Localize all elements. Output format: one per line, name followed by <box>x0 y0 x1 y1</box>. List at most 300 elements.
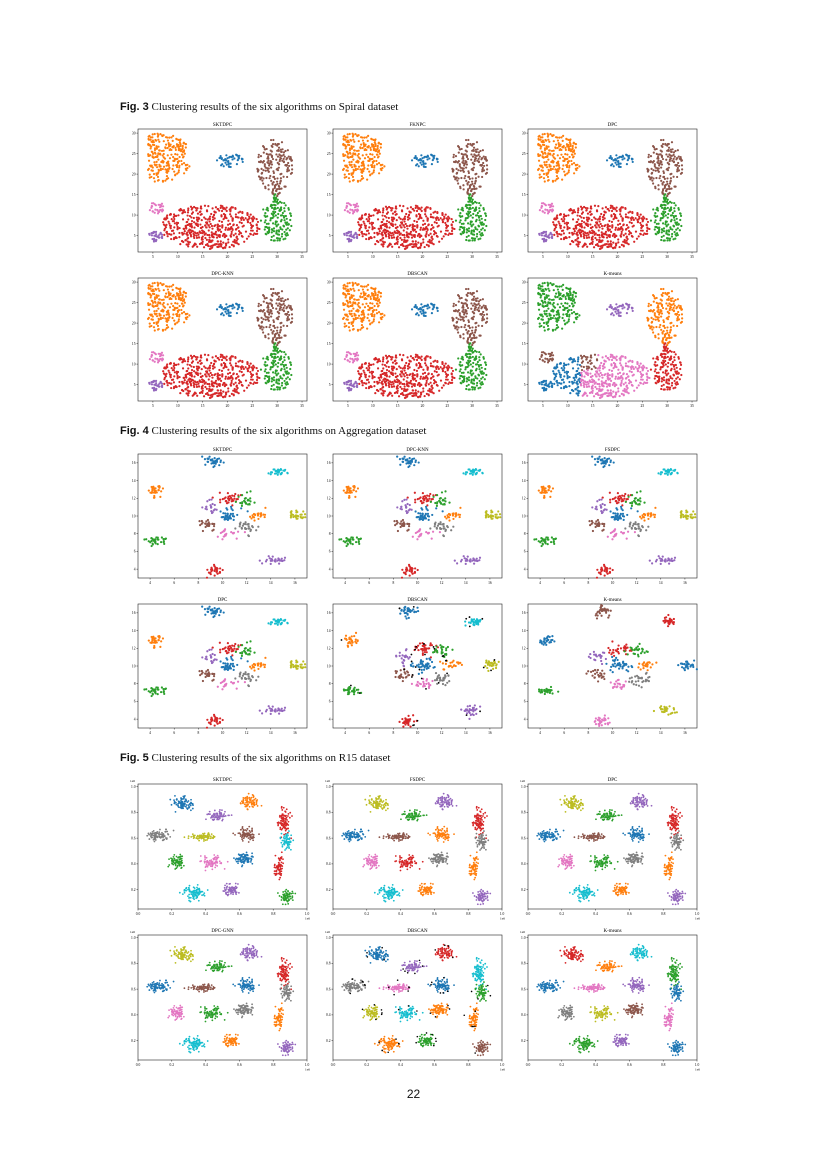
scatter-point <box>408 211 410 213</box>
scatter-point <box>373 232 375 234</box>
x-tick-label: 20 <box>225 404 230 408</box>
scatter-point <box>359 168 361 170</box>
scatter-point <box>549 133 551 135</box>
scatter-point <box>157 361 159 363</box>
scatter-point <box>191 220 193 222</box>
scatter-point <box>269 162 271 164</box>
scatter-point <box>348 231 350 233</box>
scatter-point <box>471 225 473 227</box>
scatter-point <box>589 243 591 245</box>
scatter-point <box>179 243 181 245</box>
scatter-point <box>474 208 476 210</box>
scatter-point <box>271 155 273 157</box>
scatter-point <box>651 180 653 182</box>
scatter-point <box>272 211 274 213</box>
scatter-point <box>620 166 622 168</box>
scatter-point <box>667 213 669 215</box>
scatter-point <box>160 317 162 319</box>
scatter-point <box>673 210 675 212</box>
scatter-point <box>571 163 573 165</box>
scatter-point <box>184 292 186 294</box>
scatter-point <box>175 298 177 300</box>
scatter-point <box>581 208 583 210</box>
scatter-point <box>272 371 274 373</box>
scatter-point <box>371 138 373 140</box>
scatter-point <box>610 231 612 233</box>
scatter-point <box>173 226 175 228</box>
x-tick-label: 10 <box>370 255 375 259</box>
y-tick-label: 20 <box>131 321 136 326</box>
scatter-point <box>559 226 561 228</box>
scatter-point <box>196 386 198 388</box>
scatter-point <box>170 233 172 235</box>
scatter-point <box>415 205 417 207</box>
scatter-point <box>283 351 285 353</box>
scatter-point <box>577 218 579 220</box>
scatter-point <box>281 382 283 384</box>
scatter-point <box>208 234 210 236</box>
scatter-point <box>268 188 270 190</box>
scatter-point <box>220 231 222 233</box>
scatter-point <box>583 244 585 246</box>
scatter-point <box>549 209 551 211</box>
scatter-point <box>163 229 165 231</box>
scatter-point <box>474 188 476 190</box>
scatter-point <box>204 224 206 226</box>
scatter-point <box>286 165 288 167</box>
scatter-point <box>558 165 560 167</box>
scatter-point <box>669 208 671 210</box>
scatter-point <box>664 186 666 188</box>
scatter-point <box>382 211 384 213</box>
scatter-point <box>287 234 289 236</box>
scatter-point <box>402 245 404 247</box>
scatter-point <box>574 230 576 232</box>
scatter-point <box>197 383 199 385</box>
scatter-point <box>410 206 412 208</box>
scatter-point <box>220 394 222 396</box>
scatter-point <box>655 219 657 221</box>
scatter-point <box>289 158 291 160</box>
scatter-point <box>265 219 267 221</box>
scatter-point <box>373 227 375 229</box>
scatter-point <box>249 222 251 224</box>
scatter-point <box>447 230 449 232</box>
scatter-point <box>642 234 644 236</box>
scatter-point <box>658 164 660 166</box>
scatter-point <box>190 206 192 208</box>
scatter-plot <box>120 267 311 413</box>
scatter-point <box>663 194 665 196</box>
scatter-point <box>250 382 252 384</box>
scatter-point <box>619 213 621 215</box>
x-tick-label: 5 <box>152 404 154 408</box>
scatter-point <box>541 205 543 207</box>
scatter-point <box>560 233 562 235</box>
scatter-point <box>189 225 191 227</box>
scatter-point <box>404 245 406 247</box>
scatter-point <box>227 238 229 240</box>
scatter-point <box>242 217 244 219</box>
scatter-point <box>283 334 285 336</box>
scatter-point <box>220 389 222 391</box>
scatter-point <box>275 184 277 186</box>
scatter-point <box>187 394 189 396</box>
scatter-point <box>187 237 189 239</box>
scatter-point <box>148 139 150 141</box>
scatter-point <box>666 230 668 232</box>
scatter-point <box>208 220 210 222</box>
scatter-point <box>264 370 266 372</box>
scatter-point <box>171 328 173 330</box>
scatter-point <box>367 135 369 137</box>
y-tick-label: 20 <box>131 172 136 177</box>
scatter-point <box>154 361 156 363</box>
scatter-point <box>642 225 644 227</box>
scatter-point <box>442 221 444 223</box>
scatter-point <box>267 209 269 211</box>
scatter-point <box>627 159 629 161</box>
scatter-point <box>676 157 678 159</box>
scatter-point <box>260 168 262 170</box>
scatter-point <box>184 302 186 304</box>
y-tick-label: 30 <box>326 280 331 285</box>
scatter-point <box>193 227 195 229</box>
scatter-point <box>381 214 383 216</box>
scatter-point <box>470 196 472 198</box>
scatter-point <box>565 149 567 151</box>
scatter-point <box>351 209 353 211</box>
scatter-point <box>264 148 266 150</box>
scatter-point <box>185 317 187 319</box>
scatter-point <box>373 314 375 316</box>
scatter-point <box>550 168 552 170</box>
scatter-point <box>662 158 664 160</box>
scatter-point <box>231 206 233 208</box>
scatter-point <box>277 366 279 368</box>
scatter-point <box>551 203 553 205</box>
scatter-point <box>568 165 570 167</box>
scatter-point <box>267 160 269 162</box>
scatter-point <box>283 359 285 361</box>
scatter-point <box>155 172 157 174</box>
scatter-point <box>191 208 193 210</box>
scatter-point <box>243 390 245 392</box>
scatter-point <box>158 290 160 292</box>
scatter-point <box>557 139 559 141</box>
scatter-point <box>162 180 164 182</box>
scatter-point <box>437 161 439 163</box>
scatter-point <box>560 238 562 240</box>
scatter-point <box>365 303 367 305</box>
scatter-point <box>555 171 557 173</box>
scatter-point <box>369 296 371 298</box>
scatter-point <box>447 225 449 227</box>
scatter-point <box>455 160 457 162</box>
scatter-point <box>424 213 426 215</box>
scatter-point <box>415 231 417 233</box>
scatter-point <box>396 213 398 215</box>
scatter-point <box>646 233 648 235</box>
scatter-point <box>431 154 433 156</box>
scatter-point <box>187 379 189 381</box>
scatter-point <box>156 209 158 211</box>
scatter-point <box>673 207 675 209</box>
scatter-point <box>549 153 551 155</box>
scatter-point <box>610 245 612 247</box>
scatter-point <box>483 165 485 167</box>
scatter-point <box>368 145 370 147</box>
scatter-point <box>598 229 600 231</box>
scatter-point <box>466 163 468 165</box>
scatter-point <box>593 246 595 248</box>
scatter-point <box>546 166 548 168</box>
scatter-point <box>207 394 209 396</box>
scatter-point <box>367 156 369 158</box>
scatter-point <box>484 212 486 214</box>
scatter-point <box>183 321 185 323</box>
scatter-point <box>455 220 457 222</box>
scatter-point <box>163 378 165 380</box>
scatter-point <box>201 362 203 364</box>
scatter-point <box>475 149 477 151</box>
scatter-point <box>553 140 555 142</box>
scatter-point <box>406 228 408 230</box>
scatter-point <box>211 225 213 227</box>
scatter-point <box>396 229 398 231</box>
scatter-point <box>217 224 219 226</box>
scatter-point <box>155 382 157 384</box>
scatter-point <box>286 314 288 316</box>
scatter-point <box>148 309 150 311</box>
scatter-point <box>567 161 569 163</box>
scatter-point <box>557 161 559 163</box>
scatter-point <box>485 215 487 217</box>
scatter-point <box>352 159 354 161</box>
scatter-point <box>199 243 201 245</box>
scatter-point <box>368 220 370 222</box>
scatter-point <box>181 312 183 314</box>
scatter-point <box>271 304 273 306</box>
scatter-point <box>372 222 374 224</box>
scatter-point <box>161 283 163 285</box>
scatter-point <box>158 179 160 181</box>
scatter-point <box>178 169 180 171</box>
scatter-point <box>268 230 270 232</box>
scatter-point <box>352 235 354 237</box>
scatter-point <box>543 161 545 163</box>
scatter-point <box>419 229 421 231</box>
scatter-point <box>158 328 160 330</box>
scatter-point <box>358 289 360 291</box>
scatter-point <box>539 174 541 176</box>
scatter-point <box>174 153 176 155</box>
scatter-point <box>167 310 169 312</box>
scatter-point <box>159 298 161 300</box>
scatter-point <box>275 220 277 222</box>
scatter-point <box>465 205 467 207</box>
scatter-point <box>677 224 679 226</box>
scatter-point <box>172 140 174 142</box>
scatter-point <box>580 235 582 237</box>
scatter-point <box>422 238 424 240</box>
scatter-point <box>289 307 291 309</box>
scatter-point <box>195 384 197 386</box>
scatter-point <box>185 376 187 378</box>
scatter-point <box>611 221 613 223</box>
scatter-point <box>637 221 639 223</box>
scatter-point <box>563 226 565 228</box>
scatter-point <box>245 217 247 219</box>
scatter-point <box>262 177 264 179</box>
scatter-point <box>624 239 626 241</box>
scatter-point <box>197 367 199 369</box>
scatter-point <box>385 206 387 208</box>
scatter-point <box>661 229 663 231</box>
scatter-point <box>418 213 420 215</box>
scatter-point <box>348 290 350 292</box>
scatter-point <box>173 309 175 311</box>
scatter-point <box>349 149 351 151</box>
scatter-point <box>256 373 258 375</box>
scatter-point <box>445 214 447 216</box>
scatter-point <box>566 138 568 140</box>
scatter-point <box>274 292 276 294</box>
scatter-point <box>547 139 549 141</box>
scatter-point <box>284 382 286 384</box>
scatter-point <box>204 234 206 236</box>
scatter-point <box>264 186 266 188</box>
scatter-point <box>426 156 428 158</box>
scatter-point <box>573 142 575 144</box>
scatter-point <box>238 379 240 381</box>
scatter-point <box>670 180 672 182</box>
scatter-point <box>399 237 401 239</box>
scatter-point <box>158 204 160 206</box>
scatter-point <box>472 207 474 209</box>
scatter-point <box>417 208 419 210</box>
scatter-point <box>592 236 594 238</box>
scatter-point <box>542 202 544 204</box>
scatter-point <box>184 230 186 232</box>
scatter-point <box>413 210 415 212</box>
scatter-point <box>288 314 290 316</box>
scatter-point <box>562 140 564 142</box>
scatter-point <box>284 305 286 307</box>
scatter-point <box>377 145 379 147</box>
scatter-point <box>171 379 173 381</box>
scatter-point <box>380 227 382 229</box>
scatter-point <box>203 246 205 248</box>
scatter-point <box>267 154 269 156</box>
scatter-point <box>204 205 206 207</box>
scatter-point <box>281 219 283 221</box>
scatter-point <box>237 387 239 389</box>
scatter-point <box>279 239 281 241</box>
scatter-point <box>285 204 287 206</box>
scatter-point <box>217 373 219 375</box>
scatter-point <box>173 381 175 383</box>
scatter-point <box>290 364 292 366</box>
scatter-point <box>381 221 383 223</box>
scatter-point <box>173 367 175 369</box>
scatter-point <box>568 232 570 234</box>
y-tick-label: 5 <box>133 382 136 387</box>
scatter-point <box>622 241 624 243</box>
scatter-point <box>290 173 292 175</box>
scatter-point <box>169 306 171 308</box>
scatter-point <box>416 157 418 159</box>
scatter-point <box>190 235 192 237</box>
scatter-point <box>178 314 180 316</box>
scatter-point <box>187 245 189 247</box>
scatter-point <box>183 155 185 157</box>
scatter-point <box>381 231 383 233</box>
scatter-point <box>273 207 275 209</box>
scatter-point <box>261 321 263 323</box>
scatter-point <box>344 174 346 176</box>
scatter-point <box>596 221 598 223</box>
scatter-point <box>611 210 613 212</box>
scatter-point <box>484 158 486 160</box>
scatter-point <box>418 233 420 235</box>
scatter-point <box>617 241 619 243</box>
scatter-point <box>252 219 254 221</box>
scatter-point <box>369 302 371 304</box>
scatter-point <box>186 214 188 216</box>
scatter-point <box>209 248 211 250</box>
scatter-point <box>287 224 289 226</box>
scatter-point <box>552 168 554 170</box>
scatter-point <box>245 380 247 382</box>
scatter-point <box>274 335 276 337</box>
scatter-point <box>211 231 213 233</box>
scatter-point <box>376 154 378 156</box>
scatter-point <box>276 379 278 381</box>
scatter-point <box>472 203 474 205</box>
scatter-point <box>438 225 440 227</box>
scatter-point <box>235 213 237 215</box>
scatter-point <box>599 216 601 218</box>
scatter-point <box>352 146 354 148</box>
scatter-point <box>262 318 264 320</box>
scatter-point <box>615 243 617 245</box>
scatter-point <box>277 223 279 225</box>
scatter-point <box>633 219 635 221</box>
scatter-point <box>373 236 375 238</box>
scatter-point <box>260 220 262 222</box>
scatter-point <box>391 237 393 239</box>
y-tick-label: 30 <box>521 131 526 136</box>
scatter-point <box>154 298 156 300</box>
scatter-point <box>157 212 159 214</box>
scatter-point <box>195 207 197 209</box>
scatter-point <box>548 164 550 166</box>
scatter-point <box>390 207 392 209</box>
scatter-point <box>668 192 670 194</box>
scatter-point <box>482 224 484 226</box>
scatter-point <box>573 228 575 230</box>
scatter-point <box>211 207 213 209</box>
scatter-point <box>267 227 269 229</box>
scatter-point <box>656 148 658 150</box>
scatter-point <box>202 236 204 238</box>
scatter-point <box>233 234 235 236</box>
scatter-point <box>162 317 164 319</box>
scatter-point <box>361 178 363 180</box>
scatter-point <box>463 177 465 179</box>
scatter-point <box>208 366 210 368</box>
